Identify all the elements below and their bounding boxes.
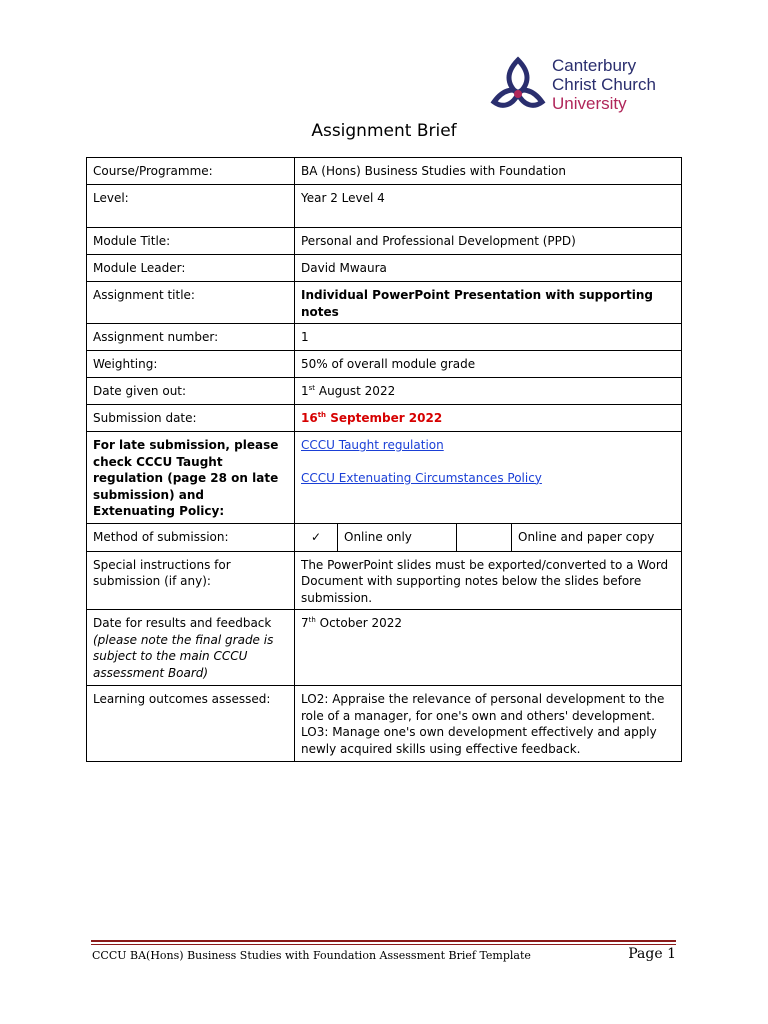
- date-given-value: [295, 378, 682, 405]
- special-instructions-value: The PowerPoint slides must be exported/converted to a Word Document with supporting notes below the slides before submission.: [295, 551, 682, 610]
- submission-date-label: Submission date:: [87, 405, 295, 432]
- submission-date-suffix: th: [317, 411, 327, 419]
- date-given-suffix: st: [308, 384, 316, 392]
- footer-rule-thin: [91, 944, 676, 945]
- table-row: [87, 610, 682, 686]
- results-label: Date for results and feedback: [93, 616, 272, 630]
- date-given-day: 1: [301, 384, 309, 398]
- method-options: [295, 523, 682, 551]
- table-row: [87, 405, 682, 432]
- late-submission-label: For late submission, please check CCCU Taught regulation (page 28 on late submission) and Extenuating Policy:: [87, 432, 295, 524]
- course-value: BA (Hons) Business Studies with Foundation: [295, 158, 682, 185]
- logo-line-2: Christ Church: [552, 75, 656, 94]
- assignment-title-label: Assignment title:: [87, 282, 295, 324]
- table-row: [87, 378, 682, 405]
- table-row: [87, 185, 682, 228]
- footer-template-name: CCCU BA(Hons) Business Studies with Foundation Assessment Brief Template: [92, 949, 531, 962]
- course-label: Course/Programme:: [87, 158, 295, 185]
- module-title-label: Module Title:: [87, 228, 295, 255]
- table-row: [87, 523, 682, 551]
- late-submission-links: [295, 432, 682, 524]
- online-only-check-icon: ✓: [295, 524, 338, 551]
- table-row: [87, 351, 682, 378]
- date-given-rest: August 2022: [315, 384, 396, 398]
- learning-outcomes-value: [295, 686, 682, 762]
- table-row: [87, 551, 682, 610]
- table-row: [87, 686, 682, 762]
- level-label: Level:: [87, 185, 295, 228]
- module-title-value: Personal and Professional Development (PPD): [295, 228, 682, 255]
- taught-regulation-link[interactable]: CCCU Taught regulation: [301, 438, 444, 452]
- weighting-value: 50% of overall module grade: [295, 351, 682, 378]
- lo2-text: LO2: Appraise the relevance of personal development to the role of a manager, for one's own and others' development.: [301, 692, 665, 723]
- results-date-value: [295, 610, 682, 686]
- table-row: [87, 158, 682, 185]
- university-logo: [484, 44, 684, 120]
- submission-date-rest: September 2022: [326, 411, 443, 425]
- module-leader-value: David Mwaura: [295, 255, 682, 282]
- level-value: Year 2 Level 4: [295, 185, 682, 228]
- lo3-text: LO3: Manage one's own development effectively and apply newly acquired skills using effective feedback.: [301, 725, 657, 756]
- results-label-cell: [87, 610, 295, 686]
- page-number: Page 1: [628, 946, 676, 962]
- method-label: Method of submission:: [87, 523, 295, 551]
- table-row: [87, 255, 682, 282]
- date-given-label: Date given out:: [87, 378, 295, 405]
- table-row: [87, 228, 682, 255]
- table-row: [87, 282, 682, 324]
- submission-date-day: 16: [301, 411, 318, 425]
- results-note: (please note the final grade is subject to the main CCCU assessment Board): [93, 632, 274, 680]
- logo-line-1: Canterbury: [552, 56, 637, 75]
- table-row: [87, 324, 682, 351]
- online-only-option: Online only: [338, 524, 457, 551]
- submission-date-value: [295, 405, 682, 432]
- results-rest: October 2022: [315, 616, 403, 630]
- assignment-title-value: Individual PowerPoint Presentation with supporting notes: [295, 282, 682, 324]
- assignment-brief-table: [86, 157, 682, 762]
- footer-rule: [91, 940, 676, 942]
- module-leader-label: Module Leader:: [87, 255, 295, 282]
- table-row: [87, 432, 682, 524]
- weighting-label: Weighting:: [87, 351, 295, 378]
- extenuating-policy-link[interactable]: CCCU Extenuating Circumstances Policy: [301, 470, 542, 485]
- results-day: 7: [301, 616, 309, 630]
- results-suffix: th: [308, 616, 316, 624]
- assignment-number-value: 1: [295, 324, 682, 351]
- page-title: Assignment Brief: [311, 121, 457, 141]
- special-instructions-label: Special instructions for submission (if any):: [87, 551, 295, 610]
- logo-line-3: University: [552, 94, 627, 113]
- online-paper-option: Online and paper copy: [518, 529, 655, 544]
- paper-copy-check: [457, 524, 512, 551]
- assignment-number-label: Assignment number:: [87, 324, 295, 351]
- logo-emblem-icon: [488, 54, 548, 114]
- learning-outcomes-label: Learning outcomes assessed:: [87, 686, 295, 762]
